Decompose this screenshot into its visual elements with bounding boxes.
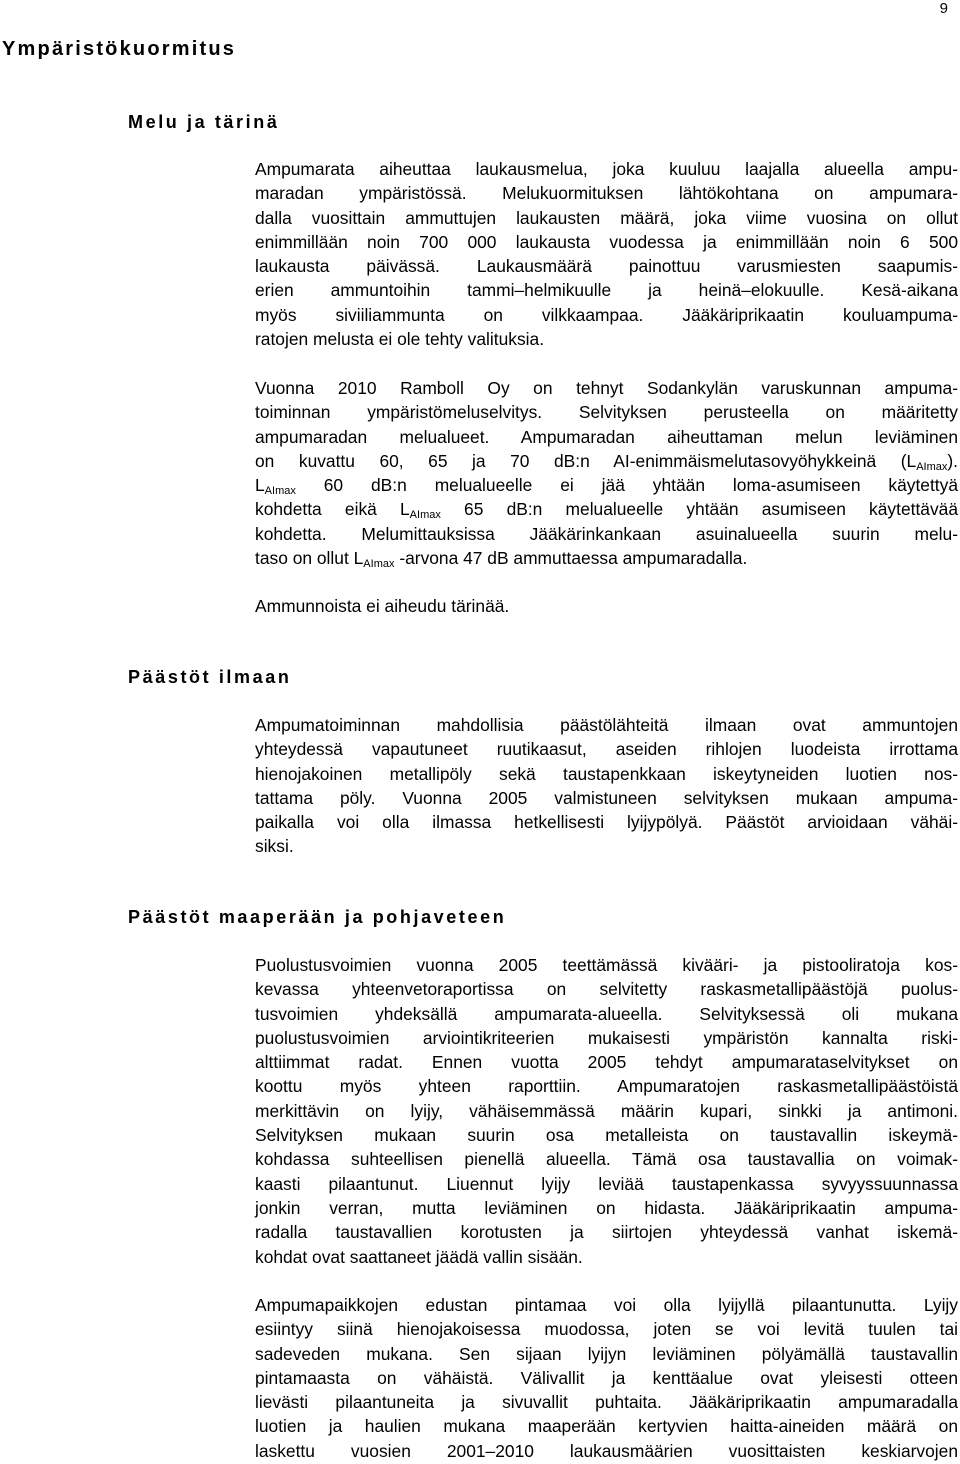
text-line: Ampumatoiminnan mahdollisia päästölähteitä ilmaan ovat ammuntojen: [255, 715, 958, 735]
noise-heading: Melu ja tärinä: [128, 112, 280, 132]
text-line: jonkin verran, mutta leviäminen on hidasta. Jääkäriprikaatin ampuma-: [255, 1197, 958, 1218]
text-fragment: 65 dB:n melualueelle yhtään asumiseen käytettävää: [440, 499, 958, 520]
text-line: [255, 546, 958, 570]
text-fragment: on kuvattu 60, 65 ja 70 dB:n AI-enimmäismelutasovyöhykkeinä (L: [255, 450, 917, 471]
text-line: kohdetta. Melumittauksissa Jääkärinkankaan asuinalueella suurin melu-: [255, 523, 958, 544]
noise-paragraph-1: [255, 157, 958, 351]
text-line: lievästi pilaantuneita ja sivuvallit puhtaita. Jääkäriprikaatin ampumaradalla: [255, 1392, 958, 1413]
text-fragment: taso on ollut L: [255, 548, 364, 569]
subscript: AImax: [264, 485, 296, 498]
text-line: Selvityksen mukaan suurin osa metalleista on taustavallin iskeymä-: [255, 1125, 958, 1146]
soil-heading: Päästöt maaperään ja pohjaveteen: [128, 907, 507, 927]
section-title: Ympäristökuormitus: [2, 38, 237, 60]
subscript: AImax: [916, 460, 948, 473]
text-line: laukausta päivässä. Laukausmäärä painottuu varusmiesten saapumis-: [255, 256, 958, 277]
text-line: siksi.: [255, 836, 294, 857]
text-line: esiintyy siinä hienojakoisessa muodossa, joten se voi levitä tuulen tai: [255, 1319, 958, 1340]
text-line: myös siviiliammunta on vilkkaampaa. Jääkäriprikaatin kouluampuma-: [255, 304, 958, 325]
text-fragment: L: [255, 475, 265, 496]
text-line: Vuonna 2010 Ramboll Oy on tehnyt Sodankylän varuskunnan ampuma-: [255, 378, 958, 398]
air-paragraph-1: [255, 713, 958, 859]
text-line: Ampumapaikkojen edustan pintamaa voi olla lyijyllä pilaantunutta. Lyijy: [255, 1295, 958, 1315]
text-line: toiminnan ympäristömeluselvitys. Selvityksen perusteella on määritetty: [255, 402, 958, 423]
subscript: AImax: [409, 509, 441, 522]
soil-paragraph-2: [255, 1293, 958, 1463]
text-line: koottu myös yhteen raporttiin. Ampumaratojen raskasmetallipäästöistä: [255, 1076, 958, 1097]
text-line: [255, 473, 958, 497]
air-heading: Päästöt ilmaan: [128, 667, 292, 687]
text-line: pintamaasta on vähäistä. Välivallit ja kenttäalue ovat yleisesti otteen: [255, 1367, 958, 1388]
text-line: kaasti pilaantunut. Liuennut lyijy leviää taustapenkassa syvyyssuunnassa: [255, 1173, 958, 1194]
text-line: ratojen melusta ei ole tehty valituksia.: [255, 329, 545, 350]
subscript: AImax: [363, 558, 395, 571]
text-line: [255, 449, 958, 473]
text-line: merkittävin on lyijy, vähäisemmässä määrin kupari, sinkki ja antimoni.: [255, 1100, 958, 1121]
text-line: [255, 497, 958, 521]
text-line: hienojakoinen metallipöly sekä taustapenkkaan iskeytyneiden luotien nos-: [255, 763, 958, 784]
text-line: maradan ympäristössä. Melukuormituksen lähtökohtana on ampumara-: [255, 183, 958, 204]
text-line: kohdat ovat saattaneet jäädä vallin sisään.: [255, 1246, 583, 1267]
text-line: sadeveden mukana. Sen sijaan lyijyn leviäminen pölyämällä taustavallin: [255, 1343, 958, 1364]
text-line: tattama pöly. Vuonna 2005 valmistuneen selvityksen mukaan ampuma-: [255, 787, 958, 808]
soil-paragraph-1: [255, 953, 958, 1269]
text-line: erien ammuntoihin tammi–helmikuulle ja heinä–elokuulle. Kesä-aikana: [255, 280, 958, 301]
text-line: paikalla voi olla ilmassa hetkellisesti lyijypölyä. Päästöt arvioidaan vähäi-: [255, 812, 958, 833]
text-fragment: ).: [947, 450, 958, 471]
text-line: ampumaradan melualueet. Ampumaradan aiheuttaman melun leviäminen: [255, 426, 958, 447]
text-line: dalla vuosittain ammuttujen laukausten määrä, joka viime vuosina on ollut: [255, 207, 958, 228]
text-line: Puolustusvoimien vuonna 2005 teettämässä kivääri- ja pistooliratoja kos-: [255, 955, 958, 975]
text-line: laskettu vuosien 2001–2010 laukausmäärien vuosittaisten keskiarvojen: [255, 1440, 958, 1461]
text-line: tusvoimien yhdeksällä ampumarata-alueella. Selvityksessä oli mukana: [255, 1003, 958, 1024]
text-fragment: kohdetta eikä L: [255, 499, 410, 520]
text-line: kohdassa suhteellisen pienellä alueella. Tämä osa taustavallia on voimak-: [255, 1149, 958, 1170]
text-line: alttiimmat radat. Ennen vuotta 2005 tehdyt ampumarataselvitykset on: [255, 1052, 958, 1073]
text-line: Ampumarata aiheuttaa laukausmelua, joka kuuluu laajalla alueella ampu-: [255, 159, 958, 179]
noise-paragraph-2: [255, 376, 958, 570]
text-line: yhteydessä vapautuneet ruutikaasut, aseiden rihlojen luodeista irrottama: [255, 739, 958, 760]
page-number: 9: [939, 0, 948, 17]
text-line: kevassa yhteenvetoraportissa on selvitetty raskasmetallipäästöjä puolus-: [255, 979, 958, 1000]
text-line: enimmillään noin 700 000 laukausta vuodessa ja enimmillään noin 6 500: [255, 231, 958, 252]
text-line: puolustusvoimien arviointikriteerien mukaisesti ympäristön kannalta riski-: [255, 1027, 958, 1048]
text-line: Ammunnoista ei aiheudu tärinää.: [255, 596, 510, 616]
text-fragment: -arvona 47 dB ammuttaessa ampumaradalla.: [394, 548, 748, 569]
text-line: radalla taustavallien korotusten ja siirtojen yhteydessä vanhat iskemä-: [255, 1222, 958, 1243]
text-line: luotien ja haulien mukana maaperään kertyvien haitta-aineiden määrä on: [255, 1416, 958, 1437]
text-fragment: 60 dB:n melualueelle ei jää yhtään loma-asumiseen käytettyä: [295, 475, 958, 496]
noise-paragraph-3: [255, 594, 958, 618]
